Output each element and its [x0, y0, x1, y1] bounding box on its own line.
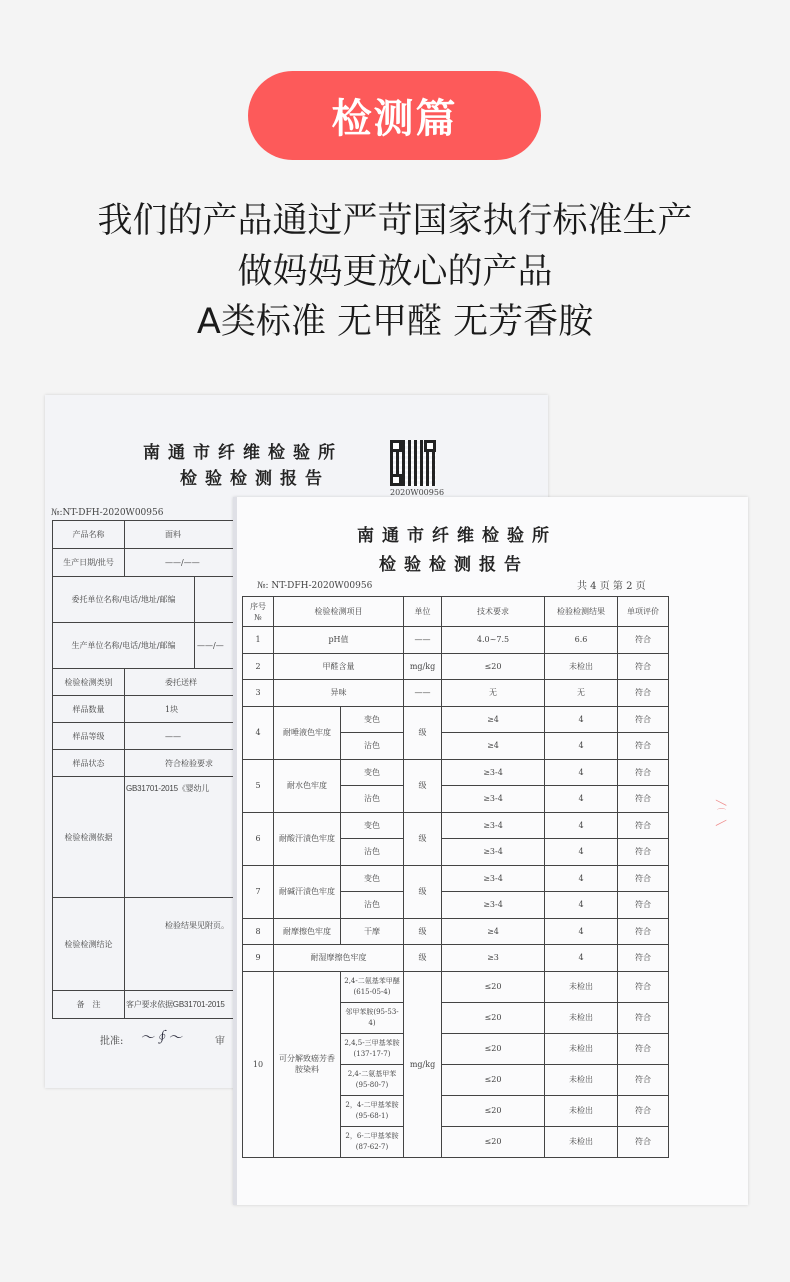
field-value: 客户要求依据GB31701-2015 — [125, 991, 533, 1019]
table-cell: 级 — [404, 918, 442, 945]
table-cell: 未检出 — [545, 1064, 618, 1095]
table-cell: ≤20 — [442, 1033, 545, 1064]
table-cell: 4 — [545, 786, 618, 813]
report-title: 检验检测报告 — [379, 555, 529, 575]
table-cell: ≤20 — [442, 1126, 545, 1157]
field-label: 样品等级 — [53, 723, 125, 750]
report-title: 检验检测报告 — [180, 469, 330, 489]
field-label: 生产日期/批号 — [53, 549, 125, 577]
table-cell: 符合 — [618, 1033, 669, 1064]
field-value: 面料 — [125, 521, 533, 549]
qr-caption: 2020W00956 — [390, 488, 445, 497]
table-cell: 符合 — [618, 706, 669, 733]
table-cell: 符合 — [618, 945, 669, 972]
column-header: 技术要求 — [442, 597, 545, 627]
table-cell: 未检出 — [545, 653, 618, 680]
sub-item: 沾色 — [341, 839, 404, 866]
field-value: ——/— — [195, 623, 533, 669]
table-cell: ≤20 — [442, 1064, 545, 1095]
table-cell: ≥3-4 — [442, 839, 545, 866]
table-cell: 级 — [404, 865, 442, 918]
table-cell: 符合 — [618, 892, 669, 919]
table-cell: ≤20 — [442, 971, 545, 1002]
table-cell: 10 — [243, 971, 274, 1157]
qr-code — [390, 440, 436, 486]
table-cell: 4 — [545, 865, 618, 892]
table-cell: 无 — [545, 680, 618, 707]
intro-line-3: A类标准 无甲醛 无芳香胺 — [196, 302, 594, 342]
field-value: 委托送样 — [125, 669, 533, 696]
field-label: 检验检测类别 — [53, 669, 125, 696]
table-cell: 未检出 — [545, 1095, 618, 1126]
table-cell: 符合 — [618, 653, 669, 680]
table-cell: 异味 — [274, 680, 404, 707]
sub-item: 变色 — [341, 706, 404, 733]
field-label: 产品名称 — [53, 521, 125, 549]
page-indicator: 共 4 页 第 2 页 — [577, 581, 646, 592]
table-cell: ≥4 — [442, 706, 545, 733]
field-label: 委托单位名称/电话/地址/邮编 — [53, 577, 195, 623]
table-cell: ≥3 — [442, 945, 545, 972]
table-cell: 符合 — [618, 786, 669, 813]
table-cell: 符合 — [618, 627, 669, 654]
report-number: №:NT-DFH-2020W00956 — [51, 508, 164, 518]
table-cell: 级 — [404, 812, 442, 865]
table-cell: 未检出 — [545, 1126, 618, 1157]
review-label: 审 — [215, 1036, 225, 1047]
report-results-page — [233, 497, 748, 1205]
table-cell: ≥3-4 — [442, 892, 545, 919]
table-cell: 无 — [442, 680, 545, 707]
table-row — [243, 680, 669, 707]
table-cell: 6 — [243, 812, 274, 865]
item-name: 耐碱汗渍色牢度 — [274, 865, 341, 918]
table-row — [243, 706, 669, 733]
sub-item: 2，4-二甲基苯胺(95-68-1) — [341, 1095, 404, 1126]
field-label: 备 注 — [53, 991, 125, 1019]
field-label: 检验检测依据 — [53, 777, 125, 898]
table-cell: 未检出 — [545, 1033, 618, 1064]
table-cell: 符合 — [618, 812, 669, 839]
table-cell: 耐湿摩擦色牢度 — [274, 945, 404, 972]
intro-line-2: 做妈妈更放心的产品 — [237, 252, 553, 292]
sub-item: 沾色 — [341, 892, 404, 919]
table-cell: ≥4 — [442, 918, 545, 945]
item-name: 可分解致癌芳香胺染料 — [274, 971, 341, 1157]
item-name: 耐酸汗渍色牢度 — [274, 812, 341, 865]
sub-item: 2,4,5-三甲基苯胺(137-17-7) — [341, 1033, 404, 1064]
table-row — [243, 653, 669, 680]
table-cell: 符合 — [618, 1095, 669, 1126]
table-cell: ≤20 — [442, 653, 545, 680]
table-cell: ≥3-4 — [442, 812, 545, 839]
table-cell: 未检出 — [545, 1002, 618, 1033]
table-cell: ≤20 — [442, 1002, 545, 1033]
item-name: 耐唾液色牢度 — [274, 706, 341, 759]
approve-label: 批准: — [100, 1036, 124, 1047]
table-cell: 符合 — [618, 1126, 669, 1157]
org-name: 南通市纤维检验所 — [357, 526, 557, 546]
table-cell: 符合 — [618, 680, 669, 707]
signature: 〜∮〜 — [140, 1030, 182, 1046]
table-cell: 4 — [243, 706, 274, 759]
column-header: 检验检测结果 — [545, 597, 618, 627]
field-value: 符合检验要求 — [125, 750, 533, 777]
table-cell: mg/kg — [404, 971, 442, 1157]
table-cell: 符合 — [618, 759, 669, 786]
table-cell: 符合 — [618, 918, 669, 945]
table-cell: 符合 — [618, 733, 669, 760]
table-cell: 级 — [404, 759, 442, 812]
section-badge: 检测篇 — [248, 71, 541, 160]
table-cell: 6.6 — [545, 627, 618, 654]
table-row — [243, 812, 669, 839]
table-cell: —— — [404, 680, 442, 707]
sub-item: 沾色 — [341, 786, 404, 813]
table-cell: 8 — [243, 918, 274, 945]
table-cell: 级 — [404, 945, 442, 972]
table-cell: 4 — [545, 892, 618, 919]
table-row — [243, 945, 669, 972]
table-header-row — [243, 597, 669, 627]
column-header: 序号 № — [243, 597, 274, 627]
table-cell: ≤20 — [442, 1095, 545, 1126]
field-label: 样品数量 — [53, 696, 125, 723]
sub-item: 干摩 — [341, 918, 404, 945]
table-cell: —— — [404, 627, 442, 654]
table-cell: 符合 — [618, 971, 669, 1002]
sub-item: 2，6-二甲基苯胺(87-62-7) — [341, 1126, 404, 1157]
field-label: 样品状态 — [53, 750, 125, 777]
table-cell: ≥4 — [442, 733, 545, 760]
table-cell: 4 — [545, 918, 618, 945]
table-row — [243, 759, 669, 786]
table-cell: 2 — [243, 653, 274, 680]
sub-item: 邻甲苯胺(95-53-4) — [341, 1002, 404, 1033]
sub-item: 变色 — [341, 759, 404, 786]
results-table — [242, 596, 669, 1158]
sub-item: 2,4-二氨基甲苯(95-80-7) — [341, 1064, 404, 1095]
table-row — [243, 627, 669, 654]
table-row — [243, 865, 669, 892]
table-cell: 1 — [243, 627, 274, 654]
table-cell: 符合 — [618, 865, 669, 892]
table-cell: 3 — [243, 680, 274, 707]
org-name: 南通市纤维检验所 — [143, 443, 343, 463]
column-header: 单位 — [404, 597, 442, 627]
table-cell: 4 — [545, 759, 618, 786]
table-cell: 4 — [545, 706, 618, 733]
field-value: 检验结果见附页。 — [125, 898, 533, 991]
table-cell: 4.0~7.5 — [442, 627, 545, 654]
table-cell: 符合 — [618, 839, 669, 866]
table-cell: 7 — [243, 865, 274, 918]
table-cell: 5 — [243, 759, 274, 812]
field-label: 生产单位名称/电话/地址/邮编 — [53, 623, 195, 669]
table-cell: mg/kg — [404, 653, 442, 680]
table-cell: 级 — [404, 706, 442, 759]
field-value: GB31701-2015《婴幼儿 — [125, 777, 533, 898]
field-label: 检验检测结论 — [53, 898, 125, 991]
field-value: ——/—— — [125, 549, 533, 577]
table-cell: 4 — [545, 839, 618, 866]
sub-item: 变色 — [341, 865, 404, 892]
table-cell: 4 — [545, 733, 618, 760]
item-name: 耐水色牢度 — [274, 759, 341, 812]
table-cell: ≥3-4 — [442, 786, 545, 813]
report-number: №: NT-DFH-2020W00956 — [257, 581, 373, 591]
red-stamp-mark: ╱ ⌒ ╲ — [715, 800, 725, 826]
sub-item: 变色 — [341, 812, 404, 839]
item-name: 耐摩擦色牢度 — [274, 918, 341, 945]
column-header: 单项评价 — [618, 597, 669, 627]
table-cell: 4 — [545, 812, 618, 839]
field-value: 1块 — [125, 696, 533, 723]
table-cell: 9 — [243, 945, 274, 972]
sub-item: 2,4-二氨基苯甲醚(615-05-4) — [341, 971, 404, 1002]
intro-line-1: 我们的产品通过严苛国家执行标准生产 — [97, 201, 693, 241]
table-cell: 符合 — [618, 1064, 669, 1095]
table-cell: 4 — [545, 945, 618, 972]
table-row — [243, 918, 669, 945]
table-cell: pH值 — [274, 627, 404, 654]
table-row — [243, 971, 669, 1002]
table-cell: 甲醛含量 — [274, 653, 404, 680]
table-cell: ≥3-4 — [442, 865, 545, 892]
field-value: —— — [125, 723, 533, 750]
table-cell: 符合 — [618, 1002, 669, 1033]
table-cell: 未检出 — [545, 971, 618, 1002]
table-cell: ≥3-4 — [442, 759, 545, 786]
sub-item: 沾色 — [341, 733, 404, 760]
column-header: 检验检测项目 — [274, 597, 404, 627]
